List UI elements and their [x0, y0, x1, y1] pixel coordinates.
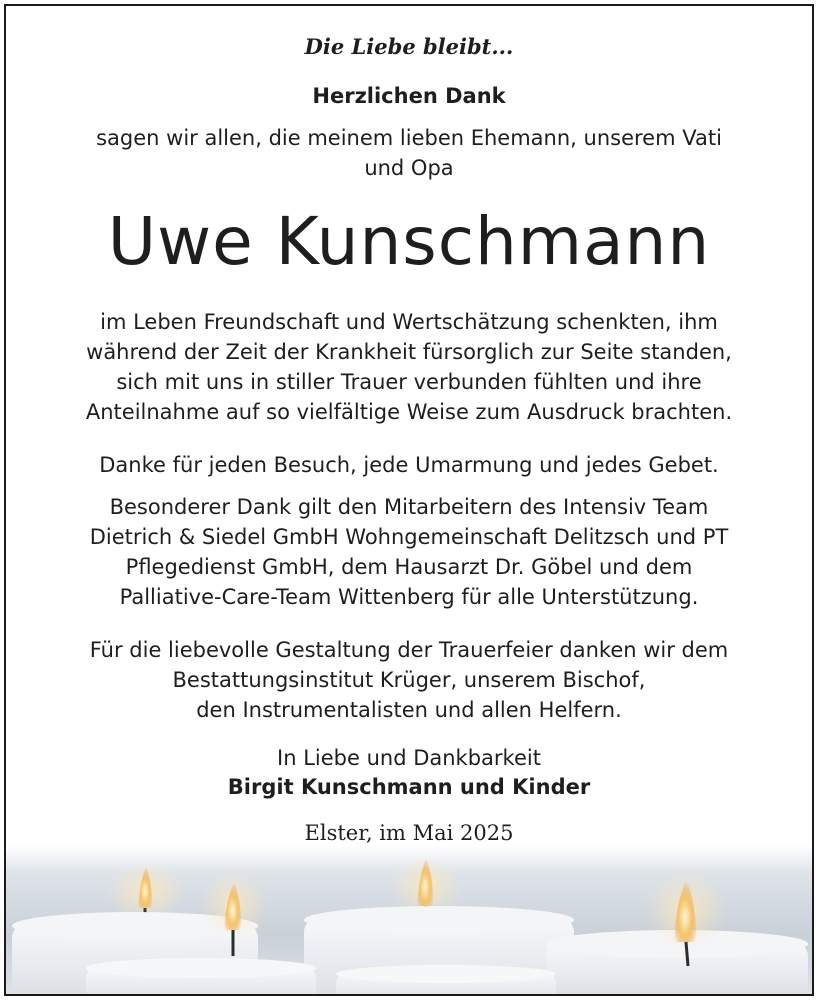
paragraph-line: sich mit uns in stiller Trauer verbunden fühlten und ihre — [116, 370, 702, 394]
motto: Die Liebe bleibt... — [304, 34, 514, 59]
candles-image — [6, 846, 812, 994]
paragraph-line: Pflegedienst GmbH, dem Hausarzt Dr. Göbel und dem — [125, 555, 693, 579]
deceased-name: Uwe Kunschmann — [107, 203, 711, 280]
paragraph-line: während der Zeit der Krankheit fürsorglich zur Seite standen, — [86, 340, 732, 364]
paragraph-line: Besonderer Dank gilt den Mitarbeitern des Intensiv Team — [109, 495, 709, 519]
paragraph-line: Für die liebevolle Gestaltung der Trauerfeier danken wir dem — [89, 638, 729, 662]
thanks-heading: Herzlichen Dank — [312, 84, 506, 108]
paragraph-funeral — [6, 635, 812, 725]
paragraph-special-thanks — [6, 492, 812, 612]
paragraph-line: Danke für jeden Besuch, jede Umarmung und jedes Gebet. — [99, 453, 719, 477]
paragraph-line: den Instrumentalisten und allen Helfern. — [196, 698, 622, 722]
intro-line: sagen wir allen, die meinem lieben Ehemann, unserem Vati — [96, 126, 722, 150]
closing-phrase: In Liebe und Dankbarkeit — [277, 746, 541, 770]
paragraph-line: Palliative-Care-Team Wittenberg für alle Unterstützung. — [119, 585, 699, 609]
intro-line: und Opa — [364, 156, 454, 180]
paragraph-line: im Leben Freundschaft und Wertschätzung schenkten, ihm — [100, 310, 718, 334]
obituary-card — [4, 4, 814, 996]
candle-bottom-left — [86, 958, 316, 994]
paragraph-line: Anteilnahme auf so vielfältige Weise zum Ausdruck brachten. — [85, 400, 733, 424]
paragraph-appreciation — [6, 307, 812, 427]
paragraph-line: Bestattungsinstitut Krüger, unserem Bischof, — [172, 668, 646, 692]
place-date: Elster, im Mai 2025 — [304, 821, 514, 845]
intro-text — [6, 123, 812, 183]
signer-name: Birgit Kunschmann und Kinder — [227, 775, 591, 799]
paragraph-line: Dietrich & Siedel GmbH Wohngemeinschaft Delitzsch und PT — [89, 525, 729, 549]
paragraph-visits — [6, 450, 812, 480]
candle-bottom-right — [336, 965, 556, 994]
